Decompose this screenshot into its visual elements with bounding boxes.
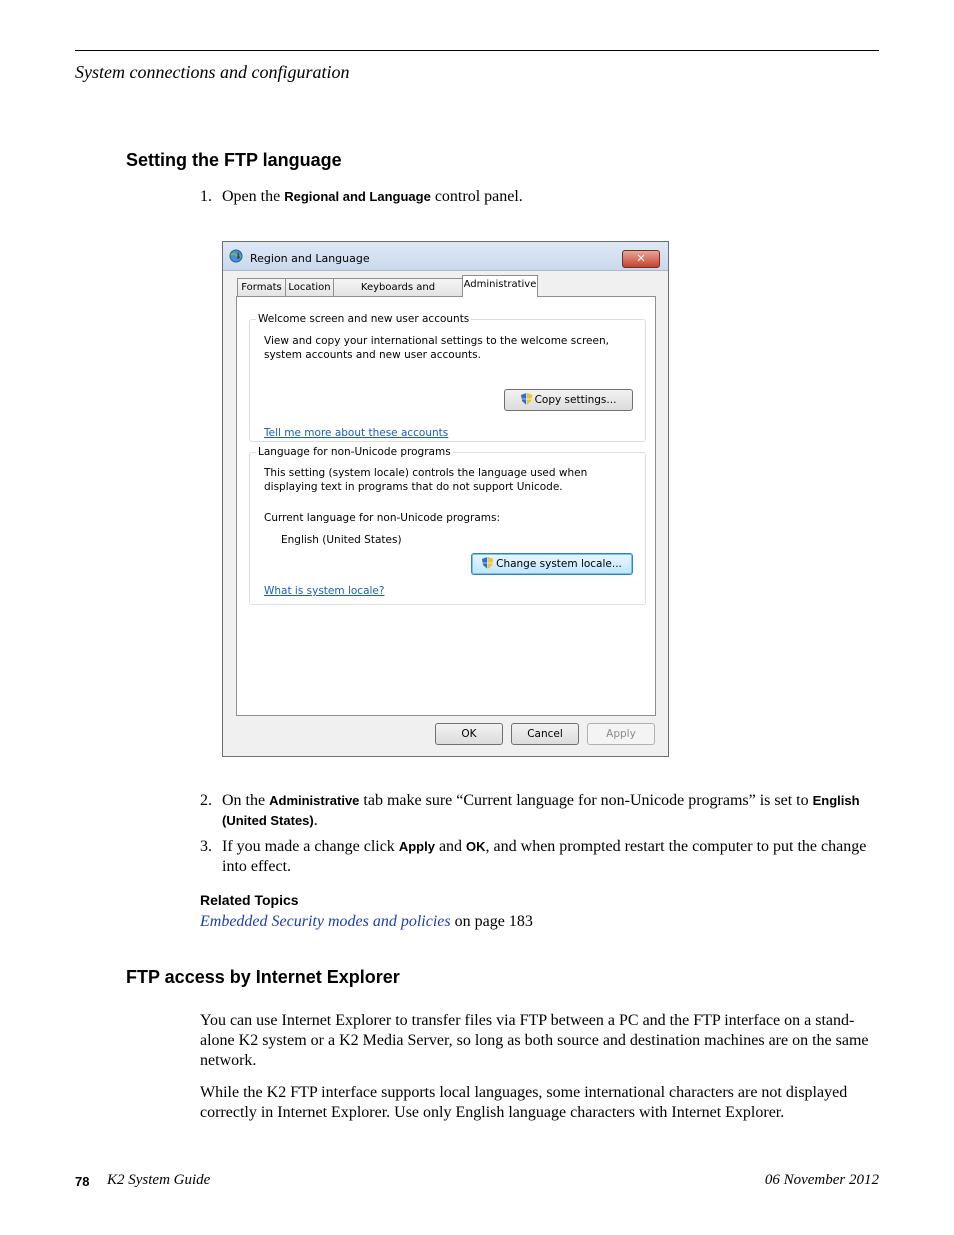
header-rule (75, 50, 879, 51)
close-button[interactable] (622, 250, 660, 268)
uac-shield-icon (521, 393, 532, 405)
dialog-title: Region and Language (250, 252, 370, 265)
running-title: System connections and configuration (75, 62, 350, 82)
group-non-unicode (249, 446, 646, 605)
administrative-panel (236, 296, 656, 716)
section-heading-ftp-ie: FTP access by Internet Explorer (126, 967, 400, 987)
cancel-button[interactable]: Cancel (511, 723, 579, 745)
related-topics-title: Related Topics (200, 892, 299, 908)
tab-formats[interactable]: Formats (237, 278, 286, 296)
dialog-titlebar (223, 242, 668, 271)
current-language-value: English (United States) (281, 534, 402, 546)
change-system-locale-button[interactable]: Change system locale... (471, 553, 633, 575)
system-locale-help-link[interactable]: What is system locale? (264, 585, 385, 597)
ui-term: Apply (398, 839, 435, 854)
related-topic-link[interactable]: Embedded Security modes and policies (200, 913, 451, 930)
current-language-label: Current language for non-Unicode programs: (264, 512, 501, 524)
paragraph-ie-ftp: You can use Internet Explorer to transfer files via FTP between a PC and the FTP interface on a stand-alone K2 system or a K2 Media Server, so long as both source and destination machines are on the same network. (200, 1012, 869, 1069)
uac-shield-icon (482, 557, 493, 569)
tab-administrative[interactable]: Administrative (462, 275, 538, 297)
apply-button[interactable]: Apply (587, 723, 655, 745)
close-icon: ✕ (636, 252, 646, 265)
group-title: Welcome screen and new user accounts (258, 313, 470, 325)
related-topic: Embedded Security modes and policies on page 183 (200, 913, 533, 930)
section-heading-ftp-language: Setting the FTP language (126, 150, 342, 170)
step-2: 2. On the Administrative tab make sure “Current language for non-Unicode programs” is set to English (United States). (200, 792, 860, 829)
group-description: This setting (system locale) controls the language used when displaying text in programs that do not support Unicode. (264, 467, 588, 493)
globe-icon (229, 249, 243, 263)
ui-term: English (United States) (222, 793, 860, 828)
group-welcome-screen (249, 313, 646, 442)
copy-settings-button[interactable]: Copy settings... (504, 389, 633, 411)
tab-keyboards-languages[interactable]: Keyboards and (333, 278, 463, 296)
step-number: 1. (200, 188, 212, 205)
step-1: 1. Open the Regional and Language control panel. (200, 188, 523, 205)
paragraph-languages: While the K2 FTP interface supports local languages, some international characters are not displayed correctly in Internet Explorer. Use only English language characters with Internet Explorer. (200, 1084, 848, 1121)
group-title: Language for non-Unicode programs (258, 446, 451, 458)
ui-term: OK (466, 839, 486, 854)
step-3: 3. If you made a change click Apply and OK, and when prompted restart the computer to put the change into effect. (200, 838, 867, 875)
accounts-help-link[interactable]: Tell me more about these accounts (264, 427, 449, 439)
page-number: 78 (75, 1174, 90, 1189)
guide-title: K2 System Guide (107, 1172, 211, 1188)
region-language-dialog (222, 241, 669, 757)
ui-term: Regional and Language (284, 189, 431, 204)
group-description: View and copy your international settings to the welcome screen, system accounts and new user accounts. (264, 335, 609, 361)
tab-location[interactable]: Location (285, 278, 334, 296)
publication-date: 06 November 2012 (764, 1172, 879, 1188)
ok-button[interactable]: OK (435, 723, 503, 745)
ui-term: Administrative (269, 793, 360, 808)
step-number: 3. (200, 838, 212, 855)
step-number: 2. (200, 792, 212, 809)
